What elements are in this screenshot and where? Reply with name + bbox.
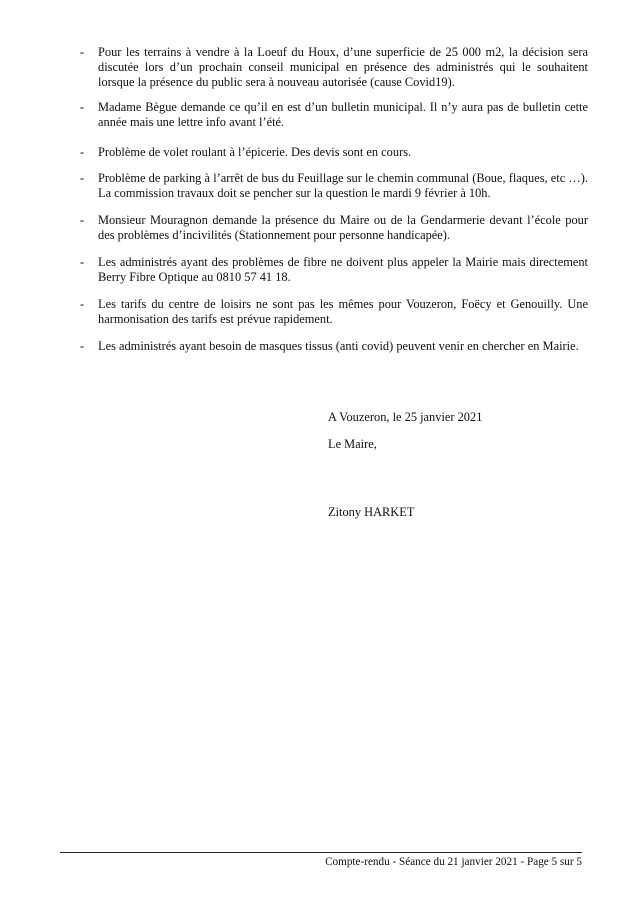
- list-item-text: Problème de parking à l’arrêt de bus du Feuillage sur le chemin communal (Boue, flaques, etc …). La commission travaux doit se pencher sur la question le mardi 9 février à 10h.: [98, 171, 588, 200]
- bullet-dash: -: [80, 145, 85, 159]
- list-item-text: Madame Bègue demande ce qu’il en est d’un bulletin municipal. Il n’y aura pas de bulletin cette année mais une lettre info avant l’été.: [98, 100, 588, 129]
- list-item-text: Les tarifs du centre de loisirs ne sont pas les mêmes pour Vouzeron, Foëcy et Genouilly. Une harmonisation des tarifs est prévue rapidement.: [98, 297, 588, 326]
- signature-name: Zitony HARKET: [328, 505, 415, 519]
- bullet-dash: -: [80, 297, 85, 311]
- page-footer: Compte-rendu - Séance du 21 janvier 2021 - Page 5 sur 5: [325, 856, 582, 868]
- footer-divider: [60, 852, 582, 853]
- list-item-text: Pour les terrains à vendre à la Loeuf du Houx, d’une superficie de 25 000 m2, la décision sera discutée lors d’un prochain conseil municipal en présence des administrés qui le souhaitent lorsque la présence du public sera à nouveau autorisée (cause Covid19).: [98, 45, 588, 89]
- signature-place-date: A Vouzeron, le 25 janvier 2021: [328, 410, 483, 424]
- list-item-text: Les administrés ayant des problèmes de fibre ne doivent plus appeler la Mairie mais directement Berry Fibre Optique au 0810 57 41 18.: [98, 255, 588, 284]
- bullet-dash: -: [80, 171, 85, 185]
- bullet-dash: -: [80, 100, 85, 114]
- signature-role: Le Maire,: [328, 437, 377, 451]
- bullet-dash: -: [80, 339, 85, 353]
- bullet-dash: -: [80, 213, 85, 227]
- list-item-text: Monsieur Mouragnon demande la présence du Maire ou de la Gendarmerie devant l’école pour des problèmes d’incivilités (Stationnement pour personne handicapée).: [98, 213, 588, 242]
- bullet-dash: -: [80, 255, 85, 269]
- list-item-text: Les administrés ayant besoin de masques tissus (anti covid) peuvent venir en chercher en Mairie.: [98, 339, 579, 353]
- bullet-dash: -: [80, 45, 85, 59]
- list-item-text: Problème de volet roulant à l’épicerie. Des devis sont en cours.: [98, 145, 412, 159]
